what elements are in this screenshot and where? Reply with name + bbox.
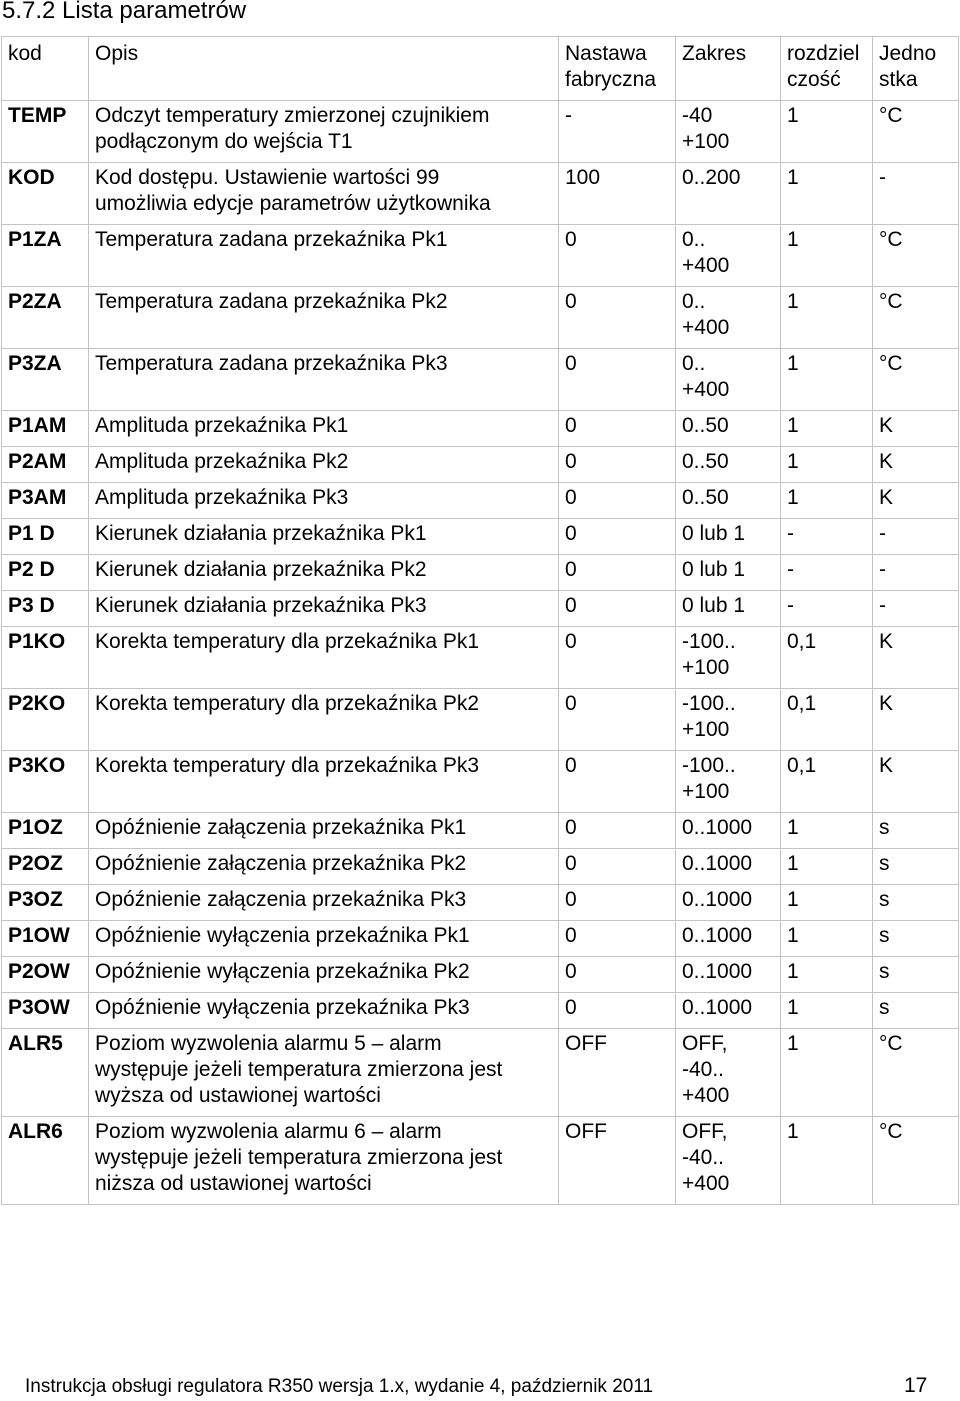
param-resolution: -: [781, 591, 873, 627]
param-range: 0..1000: [676, 849, 781, 885]
header-nastawa: Nastawa fabryczna: [559, 37, 676, 101]
param-default: 0: [559, 921, 676, 957]
param-resolution: 1: [781, 483, 873, 519]
param-default: 0: [559, 751, 676, 813]
param-code: P1KO: [2, 627, 89, 689]
param-resolution: 0,1: [781, 627, 873, 689]
param-default: 100: [559, 163, 676, 225]
param-resolution: 0,1: [781, 751, 873, 813]
param-description: Kierunek działania przekaźnika Pk2: [89, 555, 559, 591]
param-unit: °C: [873, 1117, 959, 1205]
table-row: [2, 411, 959, 447]
param-code: KOD: [2, 163, 89, 225]
table-row: [2, 689, 959, 751]
param-description: Amplituda przekaźnika Pk1: [89, 411, 559, 447]
param-code: P1ZA: [2, 225, 89, 287]
param-range: -100.. +100: [676, 689, 781, 751]
param-description: Amplituda przekaźnika Pk2: [89, 447, 559, 483]
param-resolution: 1: [781, 225, 873, 287]
param-description: Korekta temperatury dla przekaźnika Pk3: [89, 751, 559, 813]
param-description: Poziom wyzwolenia alarmu 6 – alarm występuje jeżeli temperatura zmierzona jest niższa od ustawionej wartości: [89, 1117, 559, 1205]
table-row: [2, 519, 959, 555]
param-code: P2OZ: [2, 849, 89, 885]
param-default: 0: [559, 483, 676, 519]
table-row: [2, 921, 959, 957]
param-unit: s: [873, 957, 959, 993]
param-resolution: 1: [781, 813, 873, 849]
param-unit: °C: [873, 287, 959, 349]
param-default: 0: [559, 689, 676, 751]
param-unit: K: [873, 751, 959, 813]
table-row: [2, 447, 959, 483]
param-resolution: 0,1: [781, 689, 873, 751]
param-range: 0.. +400: [676, 287, 781, 349]
header-rozdzielczosc: rozdziel czość: [781, 37, 873, 101]
table-row: [2, 287, 959, 349]
param-unit: -: [873, 519, 959, 555]
param-unit: -: [873, 555, 959, 591]
param-range: 0..1000: [676, 885, 781, 921]
param-code: P2 D: [2, 555, 89, 591]
header-opis: Opis: [89, 37, 559, 101]
param-code: P1OW: [2, 921, 89, 957]
param-range: 0..1000: [676, 993, 781, 1029]
param-range: 0..1000: [676, 921, 781, 957]
param-unit: s: [873, 813, 959, 849]
param-unit: K: [873, 689, 959, 751]
table-row: [2, 993, 959, 1029]
table-row: [2, 349, 959, 411]
param-code: P3AM: [2, 483, 89, 519]
param-range: 0.. +400: [676, 225, 781, 287]
param-unit: K: [873, 411, 959, 447]
param-range: 0..1000: [676, 957, 781, 993]
param-range: 0..200: [676, 163, 781, 225]
param-range: OFF, -40.. +400: [676, 1117, 781, 1205]
param-unit: °C: [873, 225, 959, 287]
param-description: Opóźnienie wyłączenia przekaźnika Pk2: [89, 957, 559, 993]
param-code: P1OZ: [2, 813, 89, 849]
param-default: 0: [559, 813, 676, 849]
param-resolution: 1: [781, 957, 873, 993]
table-row: [2, 885, 959, 921]
param-default: 0: [559, 993, 676, 1029]
param-description: Kierunek działania przekaźnika Pk1: [89, 519, 559, 555]
param-default: -: [559, 101, 676, 163]
param-range: OFF, -40.. +400: [676, 1029, 781, 1117]
param-description: Odczyt temperatury zmierzonej czujnikiem podłączonym do wejścia T1: [89, 101, 559, 163]
param-range: 0 lub 1: [676, 519, 781, 555]
param-code: P1AM: [2, 411, 89, 447]
table-row: [2, 1117, 959, 1205]
param-resolution: 1: [781, 885, 873, 921]
table-row: [2, 163, 959, 225]
table-row: [2, 101, 959, 163]
param-range: 0..1000: [676, 813, 781, 849]
param-resolution: -: [781, 519, 873, 555]
param-range: 0 lub 1: [676, 555, 781, 591]
param-default: 0: [559, 349, 676, 411]
param-code: P2OW: [2, 957, 89, 993]
table-row: [2, 483, 959, 519]
param-code: P3ZA: [2, 349, 89, 411]
param-range: 0..50: [676, 483, 781, 519]
param-range: -40 +100: [676, 101, 781, 163]
param-resolution: 1: [781, 1117, 873, 1205]
table-row: [2, 1029, 959, 1117]
param-resolution: 1: [781, 101, 873, 163]
table-header-row: [2, 37, 959, 101]
param-description: Opóźnienie załączenia przekaźnika Pk2: [89, 849, 559, 885]
param-code: P3 D: [2, 591, 89, 627]
param-description: Opóźnienie załączenia przekaźnika Pk1: [89, 813, 559, 849]
table-row: [2, 849, 959, 885]
param-range: -100.. +100: [676, 627, 781, 689]
param-code: P2AM: [2, 447, 89, 483]
param-unit: K: [873, 447, 959, 483]
param-description: Amplituda przekaźnika Pk3: [89, 483, 559, 519]
param-unit: s: [873, 921, 959, 957]
param-default: 0: [559, 519, 676, 555]
header-kod: kod: [2, 37, 89, 101]
param-description: Korekta temperatury dla przekaźnika Pk1: [89, 627, 559, 689]
section-title: 5.7.2 Lista parametrów: [2, 0, 247, 24]
table-row: [2, 591, 959, 627]
param-description: Temperatura zadana przekaźnika Pk2: [89, 287, 559, 349]
param-unit: °C: [873, 349, 959, 411]
param-code: P3OZ: [2, 885, 89, 921]
param-resolution: -: [781, 555, 873, 591]
param-resolution: 1: [781, 411, 873, 447]
table-row: [2, 751, 959, 813]
param-resolution: 1: [781, 849, 873, 885]
param-range: 0..50: [676, 411, 781, 447]
param-unit: s: [873, 993, 959, 1029]
header-jednostka: Jedno stka: [873, 37, 959, 101]
param-unit: s: [873, 849, 959, 885]
param-code: ALR5: [2, 1029, 89, 1117]
param-code: P2KO: [2, 689, 89, 751]
param-resolution: 1: [781, 163, 873, 225]
param-description: Kierunek działania przekaźnika Pk3: [89, 591, 559, 627]
param-range: -100.. +100: [676, 751, 781, 813]
param-default: 0: [559, 627, 676, 689]
header-zakres: Zakres: [676, 37, 781, 101]
param-resolution: 1: [781, 993, 873, 1029]
param-default: 0: [559, 411, 676, 447]
table-row: [2, 627, 959, 689]
param-range: 0.. +400: [676, 349, 781, 411]
param-code: P3OW: [2, 993, 89, 1029]
param-unit: s: [873, 885, 959, 921]
param-description: Temperatura zadana przekaźnika Pk3: [89, 349, 559, 411]
param-code: P2ZA: [2, 287, 89, 349]
param-unit: °C: [873, 101, 959, 163]
param-resolution: 1: [781, 921, 873, 957]
param-default: 0: [559, 287, 676, 349]
param-code: P3KO: [2, 751, 89, 813]
param-default: 0: [559, 447, 676, 483]
table-row: [2, 555, 959, 591]
param-default: 0: [559, 225, 676, 287]
param-description: Opóźnienie wyłączenia przekaźnika Pk1: [89, 921, 559, 957]
footer-text: Instrukcja obsługi regulatora R350 wersja 1.x, wydanie 4, październik 2011: [25, 1376, 654, 1397]
param-default: 0: [559, 591, 676, 627]
param-default: 0: [559, 957, 676, 993]
param-resolution: 1: [781, 447, 873, 483]
param-default: OFF: [559, 1117, 676, 1205]
param-description: Opóźnienie wyłączenia przekaźnika Pk3: [89, 993, 559, 1029]
param-range: 0 lub 1: [676, 591, 781, 627]
param-description: Temperatura zadana przekaźnika Pk1: [89, 225, 559, 287]
param-unit: °C: [873, 1029, 959, 1117]
param-resolution: 1: [781, 1029, 873, 1117]
param-description: Opóźnienie załączenia przekaźnika Pk3: [89, 885, 559, 921]
param-description: Poziom wyzwolenia alarmu 5 – alarm występuje jeżeli temperatura zmierzona jest wyższa od ustawionej wartości: [89, 1029, 559, 1117]
param-default: OFF: [559, 1029, 676, 1117]
table-row: [2, 225, 959, 287]
param-description: Korekta temperatury dla przekaźnika Pk2: [89, 689, 559, 751]
param-unit: -: [873, 591, 959, 627]
param-unit: K: [873, 627, 959, 689]
param-unit: K: [873, 483, 959, 519]
parameter-table: [1, 36, 959, 1205]
table-row: [2, 813, 959, 849]
param-range: 0..50: [676, 447, 781, 483]
param-default: 0: [559, 849, 676, 885]
param-default: 0: [559, 885, 676, 921]
param-resolution: 1: [781, 287, 873, 349]
param-description: Kod dostępu. Ustawienie wartości 99 umożliwia edycje parametrów użytkownika: [89, 163, 559, 225]
param-code: ALR6: [2, 1117, 89, 1205]
param-code: P1 D: [2, 519, 89, 555]
param-default: 0: [559, 555, 676, 591]
param-code: TEMP: [2, 101, 89, 163]
page-number: 17: [904, 1374, 928, 1397]
table-body: [2, 101, 959, 1205]
table-row: [2, 957, 959, 993]
param-resolution: 1: [781, 349, 873, 411]
param-unit: -: [873, 163, 959, 225]
